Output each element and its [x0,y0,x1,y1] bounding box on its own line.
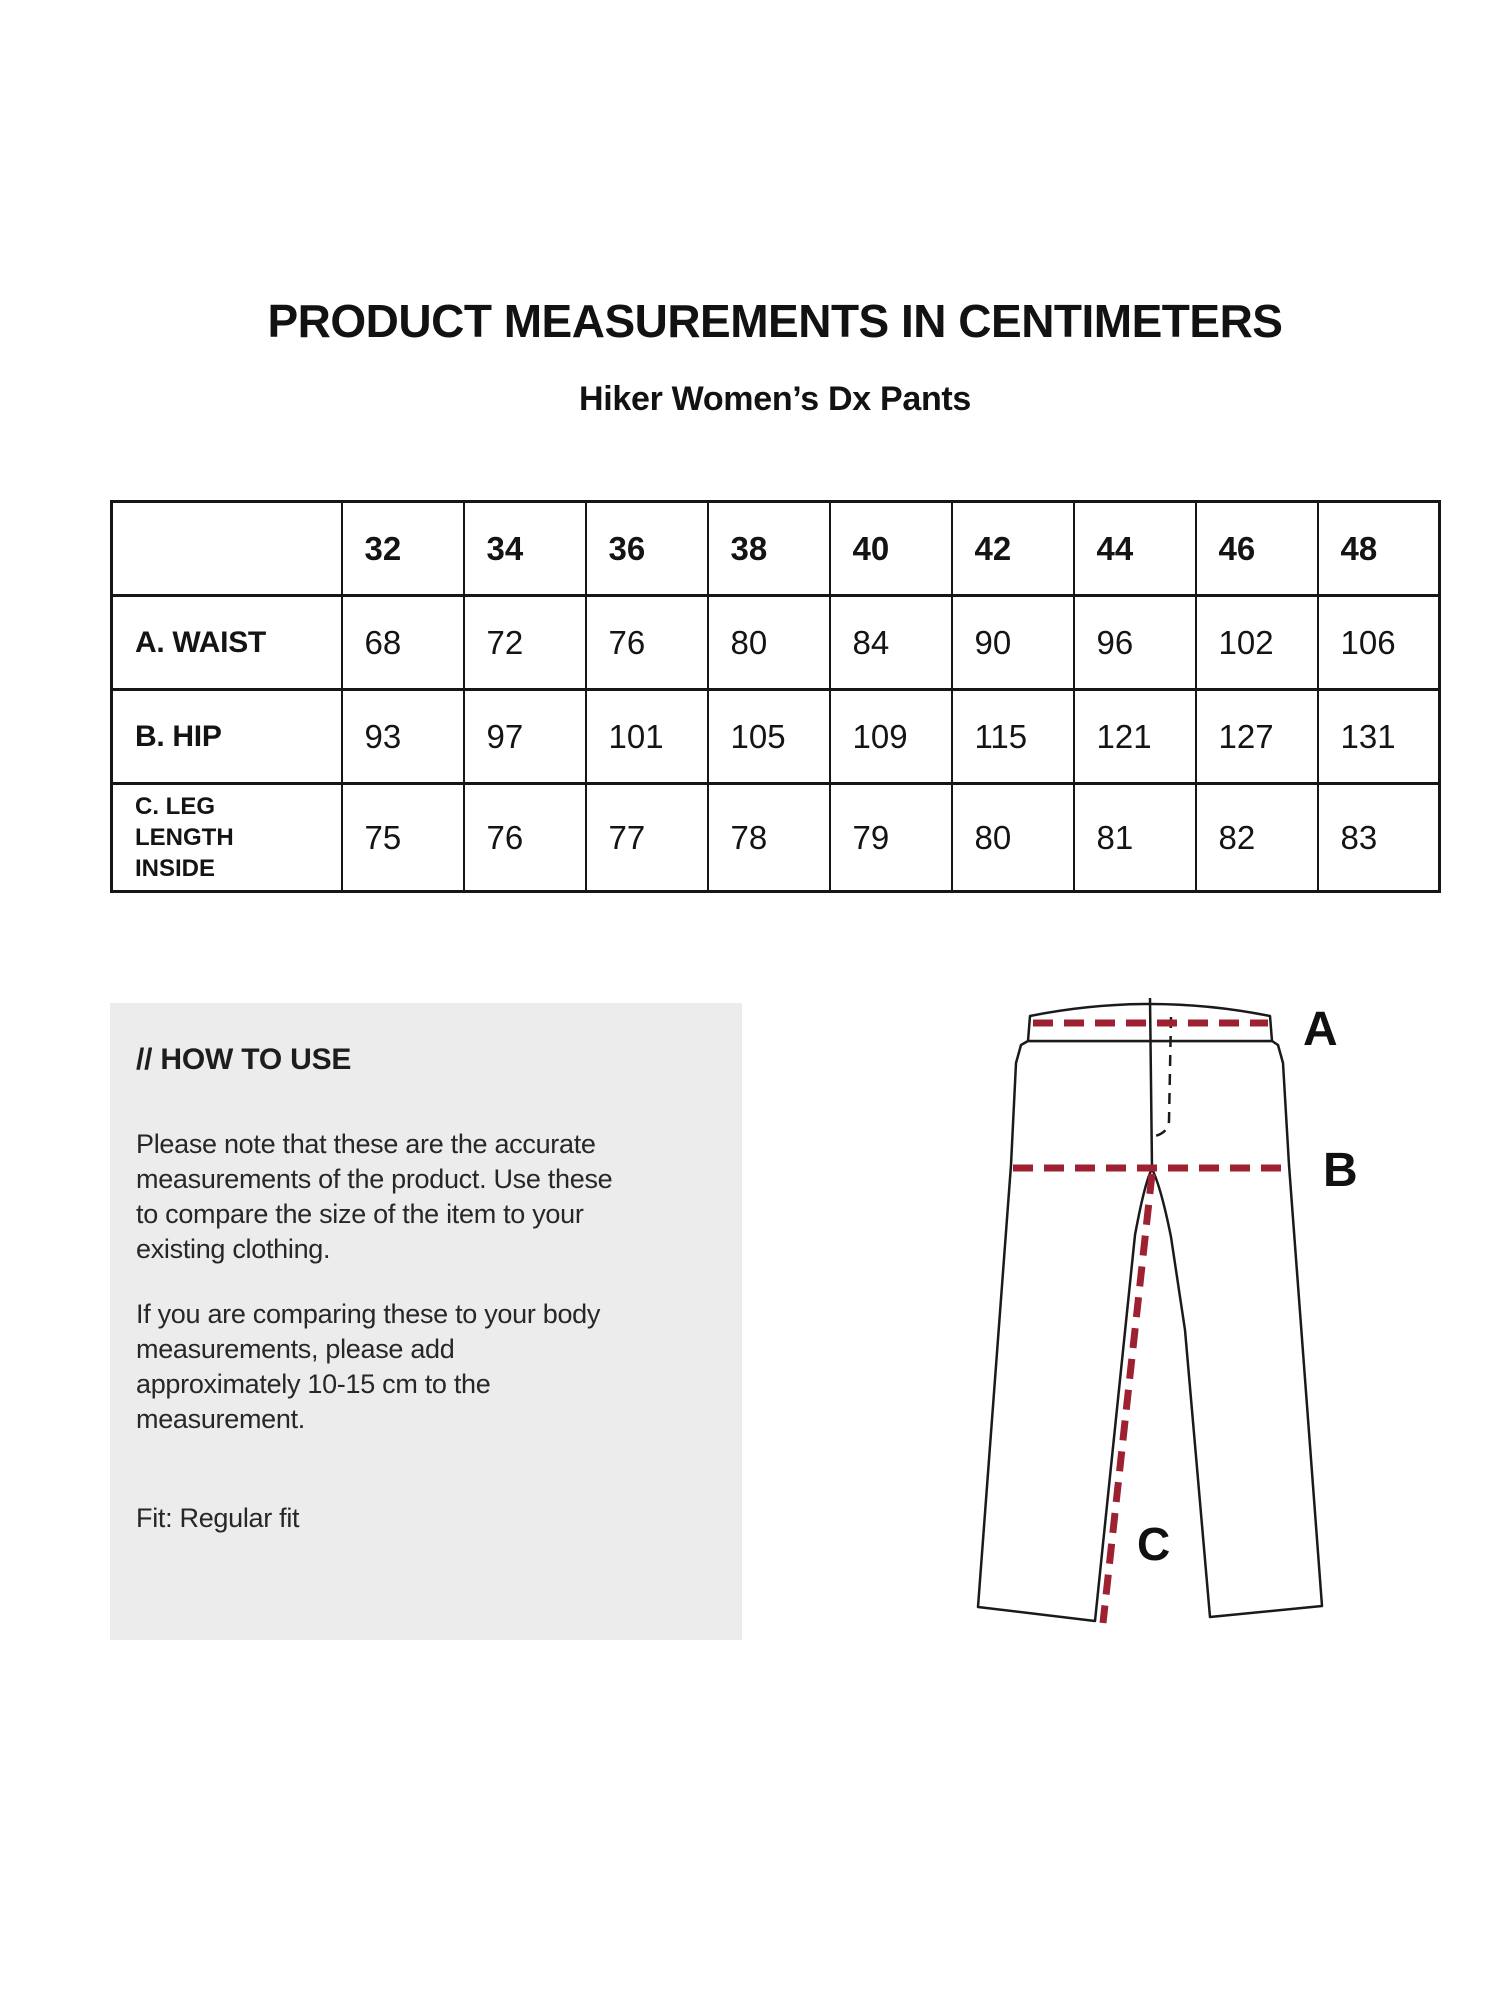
measurement-value-cell: 76 [464,784,586,892]
size-column-header: 46 [1196,502,1318,596]
measurement-value-cell: 96 [1074,596,1196,690]
measurement-value-cell: 80 [952,784,1074,892]
measurement-value-cell: 84 [830,596,952,690]
page-title: PRODUCT MEASUREMENTS IN CENTIMETERS [267,295,1283,347]
measurement-value-cell: 131 [1318,690,1440,784]
measurement-value-cell: 101 [586,690,708,784]
measurement-value-cell: 68 [342,596,464,690]
measurement-value-cell: 83 [1318,784,1440,892]
fit-note: Fit: Regular fit [136,1503,300,1533]
measurement-value-cell: 79 [830,784,952,892]
size-column-header: 42 [952,502,1074,596]
pants-diagram [945,985,1405,1645]
size-column-header: 40 [830,502,952,596]
corner-cell [112,502,342,596]
measurement-value-cell: 102 [1196,596,1318,690]
size-column-header: 34 [464,502,586,596]
product-name: Hiker Women’s Dx Pants [578,380,972,418]
measurement-value-cell: 97 [464,690,586,784]
measurement-row-label: C. LEG LENGTH INSIDE [112,784,342,892]
size-column-header: 38 [708,502,830,596]
size-header-row [112,502,1440,596]
measurement-value-cell: 72 [464,596,586,690]
measurement-row [112,596,1440,690]
measurement-value-cell: 81 [1074,784,1196,892]
measurement-value-cell: 90 [952,596,1074,690]
size-column-header: 36 [586,502,708,596]
measurement-value-cell: 76 [586,596,708,690]
measurement-row [112,690,1440,784]
measurement-value-cell: 121 [1074,690,1196,784]
measurement-value-cell: 109 [830,690,952,784]
size-table-body [112,596,1440,892]
measurement-label-a: A [1303,1003,1338,1056]
measurement-value-cell: 106 [1318,596,1440,690]
measurement-value-cell: 93 [342,690,464,784]
measurement-label-c: C [1137,1518,1171,1570]
how-to-use-heading: // HOW TO USE [136,1043,352,1076]
how-to-use-paragraph-1: Please note that these are the accurate measurements of the product. Use these to compare the size of the item to your existing clothing. [136,1129,613,1264]
measurement-label-b: B [1323,1144,1358,1197]
measurement-value-cell: 78 [708,784,830,892]
how-to-use-paragraph-2: If you are comparing these to your body measurements, please add approximately 10-15 cm to the measurement. [136,1299,601,1434]
size-table [110,500,1441,893]
measurement-value-cell: 115 [952,690,1074,784]
measurement-value-cell: 82 [1196,784,1318,892]
how-to-use-panel [110,1003,742,1640]
measurement-value-cell: 127 [1196,690,1318,784]
size-column-header: 44 [1074,502,1196,596]
measurement-value-cell: 80 [708,596,830,690]
size-column-header: 48 [1318,502,1440,596]
measurement-value-cell: 75 [342,784,464,892]
size-column-header: 32 [342,502,464,596]
measurement-value-cell: 77 [586,784,708,892]
measurement-row-label: B. HIP [112,690,342,784]
measurement-row-label: A. WAIST [112,596,342,690]
measurement-value-cell: 105 [708,690,830,784]
measurement-row [112,784,1440,892]
